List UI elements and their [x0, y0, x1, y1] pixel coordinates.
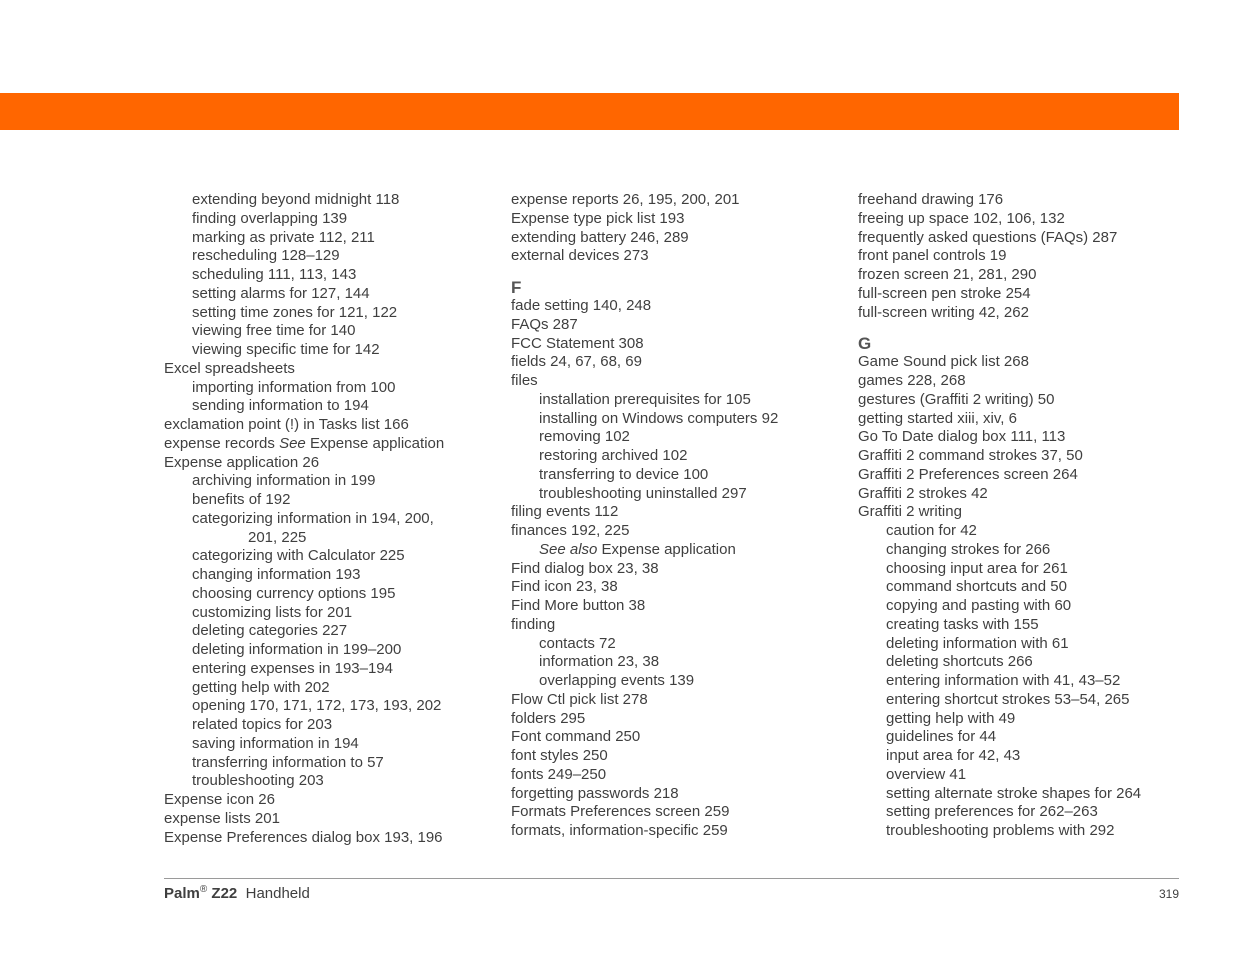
index-entry: fonts 249–250	[511, 765, 607, 783]
cross-reference: See also	[539, 540, 598, 558]
index-entry: Game Sound pick list 268	[858, 353, 1029, 371]
index-subentry: installing on Windows computers 92	[539, 409, 779, 427]
index-entry: Excel spreadsheets	[164, 359, 295, 377]
index-subentry: setting time zones for 121, 122	[192, 303, 398, 321]
index-entry: front panel controls 19	[858, 247, 1007, 265]
index-subentry: setting preferences for 262–263	[886, 803, 1098, 821]
index-subentry: importing information from 100	[192, 378, 396, 396]
index-subentry: troubleshooting uninstalled 297	[539, 484, 747, 502]
index-entry: Expense application 26	[164, 453, 320, 471]
index-entry: full-screen pen stroke 254	[858, 284, 1031, 302]
index-subentry: deleting categories 227	[192, 622, 348, 640]
index-subentry: command shortcuts and 50	[886, 578, 1067, 596]
index-entry: Graffiti 2 command strokes 37, 50	[858, 447, 1083, 464]
header-band	[0, 93, 1179, 130]
index-subentry: choosing currency options 195	[192, 584, 396, 602]
index-entry: getting started xiii, xiv, 6	[858, 409, 1017, 427]
index-subentry: deleting shortcuts 266	[886, 653, 1033, 671]
index-entry: freeing up space 102, 106, 132	[858, 209, 1065, 227]
index-subentry: guidelines for 44	[886, 728, 997, 746]
index-entry: extending battery 246, 289	[511, 228, 689, 246]
index-entry: expense lists 201	[164, 809, 280, 827]
index-subentry	[511, 541, 841, 560]
index-entry: Expense type pick list 193	[511, 209, 685, 227]
section-letter: G	[858, 334, 872, 354]
index-subentry: entering expenses in 193–194	[192, 659, 393, 677]
index-subentry: changing strokes for 266	[886, 540, 1051, 558]
index-subentry: installation prerequisites for 105	[539, 390, 751, 408]
index-entry: Find More button 38	[511, 597, 646, 614]
index-subentry: opening 170, 171, 172, 173, 193, 202	[192, 697, 442, 715]
index-subentry: deleting information with 61	[886, 634, 1069, 652]
index-entry: FAQs 287	[511, 315, 578, 333]
index-subentry: archiving information in 199	[192, 472, 376, 490]
index-subentry: categorizing information in 194, 200,	[192, 509, 434, 527]
footer-product	[164, 884, 310, 902]
footer-registered-mark: ®	[199, 884, 208, 895]
index-entry: Formats Preferences screen 259	[511, 803, 730, 821]
entry-target: Expense application	[305, 434, 445, 452]
index-subentry: creating tasks with 155	[886, 615, 1039, 633]
index-subentry: categorizing with Calculator 225	[192, 547, 405, 565]
index-entry: FCC Statement 308	[511, 334, 644, 352]
index-entry	[164, 435, 494, 454]
entry-text: expense records	[164, 434, 280, 452]
index-entry: external devices 273	[511, 247, 649, 265]
index-subentry: saving information in 194	[192, 734, 359, 752]
index-subentry: marking as private 112, 211	[192, 228, 375, 246]
index-subentry: changing information 193	[192, 566, 361, 583]
footer-model: Z22	[211, 885, 238, 902]
index-subentry: caution for 42	[886, 522, 977, 539]
index-subentry: finding overlapping 139	[192, 209, 348, 227]
cross-reference: See	[279, 434, 306, 452]
index-entry: folders 295	[511, 709, 586, 727]
index-subentry: copying and pasting with 60	[886, 597, 1072, 614]
index-subentry: setting alternate stroke shapes for 264	[886, 784, 1142, 802]
index-entry: forgetting passwords 218	[511, 784, 679, 802]
index-subentry: extending beyond midnight 118	[192, 191, 400, 208]
index-subentry: information 23, 38	[539, 653, 660, 671]
index-entry: fade setting 140, 248	[511, 297, 652, 314]
index-subentry: choosing input area for 261	[886, 559, 1068, 577]
index-subentry: contacts 72	[539, 634, 616, 652]
index-subentry: troubleshooting problems with 292	[886, 822, 1115, 839]
index-entry: Find dialog box 23, 38	[511, 559, 659, 577]
index-entry: formats, information-specific 259	[511, 822, 728, 839]
index-subentry: deleting information in 199–200	[192, 641, 402, 658]
index-entry: filing events 112	[511, 503, 619, 521]
footer-rule	[164, 878, 1179, 879]
index-entry: full-screen writing 42, 262	[858, 303, 1029, 321]
index-entry: finding	[511, 615, 556, 633]
index-subentry: setting alarms for 127, 144	[192, 284, 370, 302]
index-entry: Expense Preferences dialog box 193, 196	[164, 828, 443, 846]
index-entry: Graffiti 2 writing	[858, 503, 962, 521]
index-subentry: entering shortcut strokes 53–54, 265	[886, 690, 1130, 708]
index-subentry: getting help with 202	[192, 678, 330, 696]
index-entry: finances 192, 225	[511, 522, 630, 539]
index-subentry: rescheduling 128–129	[192, 247, 340, 265]
index-subentry: benefits of 192	[192, 491, 291, 508]
index-column-1	[164, 191, 494, 847]
index-entry: frequently asked questions (FAQs) 287	[858, 228, 1118, 246]
index-entry: frozen screen 21, 281, 290	[858, 266, 1037, 283]
index-subentry: scheduling 111, 113, 143	[192, 266, 357, 283]
index-entry: Font command 250	[511, 728, 641, 746]
index-subentry: transferring information to 57	[192, 753, 384, 771]
index-entry: freehand drawing 176	[858, 191, 1004, 208]
index-column-2	[511, 191, 841, 841]
index-entry: font styles 250	[511, 747, 608, 764]
index-entry: games 228, 268	[858, 372, 966, 389]
index-entry: files	[511, 372, 538, 389]
index-entry: fields 24, 67, 68, 69	[511, 353, 642, 371]
index-entry: Find icon 23, 38	[511, 578, 618, 596]
index-subentry: 201, 225	[248, 528, 307, 546]
index-column-3	[858, 191, 1179, 841]
index-entry: Flow Ctl pick list 278	[511, 690, 648, 708]
index-entry: exclamation point (!) in Tasks list 166	[164, 416, 409, 433]
footer-brand: Palm	[164, 885, 200, 902]
index-subentry: entering information with 41, 43–52	[886, 672, 1121, 689]
index-entry: Graffiti 2 strokes 42	[858, 484, 988, 502]
footer-product-type: Handheld	[245, 885, 310, 902]
index-subentry: troubleshooting 203	[192, 772, 324, 790]
index-subentry: overlapping events 139	[539, 672, 695, 689]
entry-target: Expense application	[597, 540, 736, 558]
index-subentry: overview 41	[886, 765, 967, 783]
index-entry: gestures (Graffiti 2 writing) 50	[858, 390, 1055, 408]
index-subentry: customizing lists for 201	[192, 603, 353, 621]
index-subentry: sending information to 194	[192, 397, 369, 415]
index-entry: Go To Date dialog box 111, 113	[858, 428, 1066, 446]
index-subentry: input area for 42, 43	[886, 747, 1021, 764]
index-entry: Expense icon 26	[164, 791, 275, 808]
index-subentry: removing 102	[539, 428, 630, 446]
index-subentry: getting help with 49	[886, 709, 1016, 727]
index-subentry: related topics for 203	[192, 716, 333, 733]
index-subentry: viewing free time for 140	[192, 322, 356, 340]
index-subentry: transferring to device 100	[539, 465, 709, 483]
index-entry: Graffiti 2 Preferences screen 264	[858, 465, 1078, 483]
section-letter: F	[511, 278, 522, 297]
page-number: 319	[1158, 887, 1179, 901]
index-subentry: viewing specific time for 142	[192, 341, 380, 358]
index-entry: expense reports 26, 195, 200, 201	[511, 191, 740, 208]
index-subentry: restoring archived 102	[539, 447, 688, 464]
